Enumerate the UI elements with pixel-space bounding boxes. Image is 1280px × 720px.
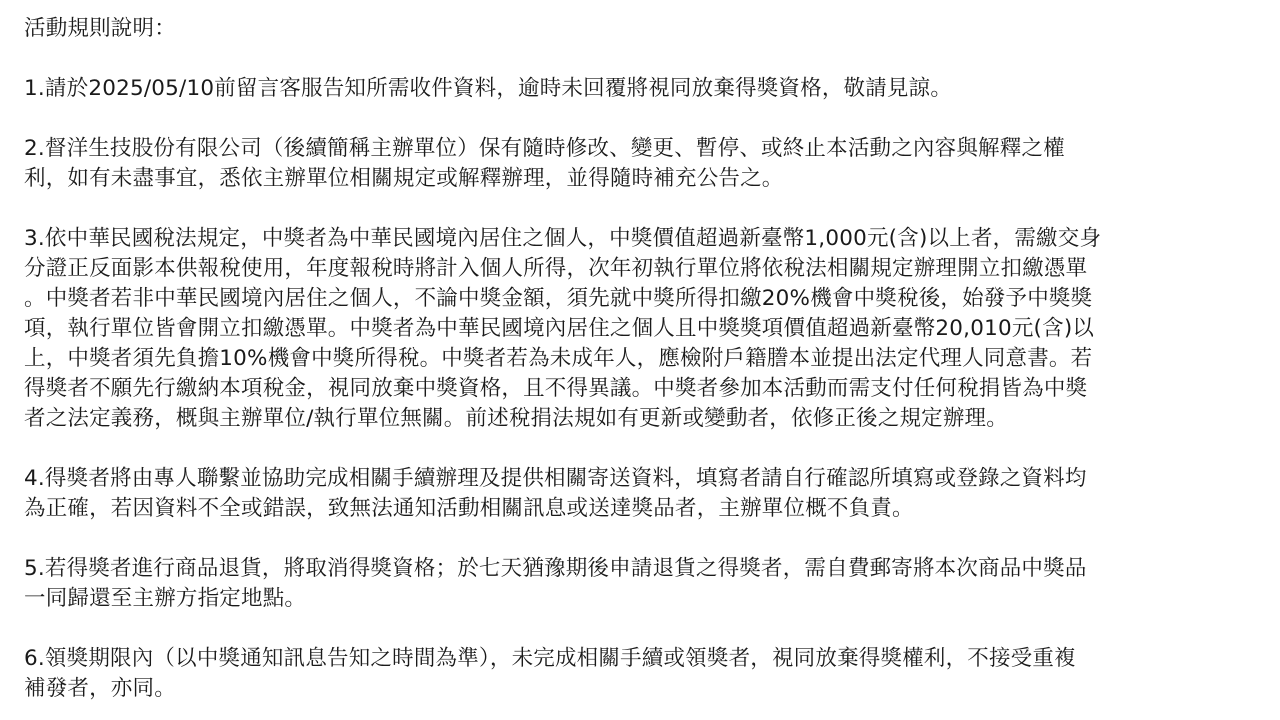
rule-2 [24, 134, 1260, 194]
rule-6 [24, 644, 1260, 704]
rule-3 [24, 224, 1260, 434]
rule-5-line-1: 5.若得獎者進行商品退貨，將取消得獎資格；於七天猶豫期後申請退貨之得獎者，需自費郵寄將本次商品中獎品 [24, 556, 1087, 581]
rules-document [24, 14, 1260, 704]
rule-2-line-2: 利，如有未盡事宜，悉依主辦單位相關規定或解釋辦理，並得隨時補充公告之。 [24, 166, 784, 191]
rule-5 [24, 554, 1260, 614]
rule-3-line-3: 。中獎者若非中華民國境內居住之個人，不論中獎金額，須先就中獎所得扣繳20%機會中獎稅後，始發予中獎獎 [24, 286, 1093, 311]
rule-6-line-1: 6.領獎期限內（以中獎通知訊息告知之時間為準），未完成相關手續或領獎者，視同放棄得獎權利，不接受重複 [24, 646, 1076, 671]
rule-3-line-4: 項，執行單位皆會開立扣繳憑單。中獎者為中華民國境內居住之個人且中獎獎項價值超過新臺幣20,010元(含)以 [24, 316, 1095, 341]
rule-6-line-2: 補發者，亦同。 [24, 676, 176, 701]
rule-3-line-6: 得獎者不願先行繳納本項稅金，視同放棄中獎資格，且不得異議。中獎者參加本活動而需支付任何稅捐皆為中獎 [24, 376, 1088, 401]
rule-3-line-5: 上，中獎者須先負擔10%機會中獎所得稅。中獎者若為未成年人，應檢附戶籍謄本並提出法定代理人同意書。若 [24, 346, 1093, 371]
rule-4-line-2: 為正確，若因資料不全或錯誤，致無法通知活動相關訊息或送達獎品者，主辦單位概不負責。 [24, 496, 914, 521]
rule-4-line-1: 4.得獎者將由專人聯繫並協助完成相關手續辦理及提供相關寄送資料，填寫者請自行確認所填寫或登錄之資料均 [24, 466, 1087, 491]
rule-2-line-1: 2.督洋生技股份有限公司（後續簡稱主辦單位）保有隨時修改、變更、暫停、或終止本活動之內容與解釋之權 [24, 136, 1065, 161]
rule-4 [24, 464, 1260, 524]
rule-1-line-1: 1.請於2025/05/10前留言客服告知所需收件資料，逾時未回覆將視同放棄得獎資格，敬請見諒。 [24, 76, 953, 101]
rule-3-line-1: 3.依中華民國稅法規定，中獎者為中華民國境內居住之個人，中獎價值超過新臺幣1,000元(含)以上者，需繳交身 [24, 226, 1102, 251]
rule-5-line-2: 一同歸還至主辦方指定地點。 [24, 586, 307, 611]
rule-1 [24, 74, 1260, 104]
document-title: 活動規則說明： [24, 16, 176, 41]
rule-3-line-7: 者之法定義務，概與主辦單位/執行單位無關。前述稅捐法規如有更新或變動者，依修正後之規定辦理。 [24, 406, 1008, 431]
rule-3-line-2: 分證正反面影本供報稅使用，年度報稅時將計入個人所得，次年初執行單位將依稅法相關規定辦理開立扣繳憑單 [24, 256, 1088, 281]
